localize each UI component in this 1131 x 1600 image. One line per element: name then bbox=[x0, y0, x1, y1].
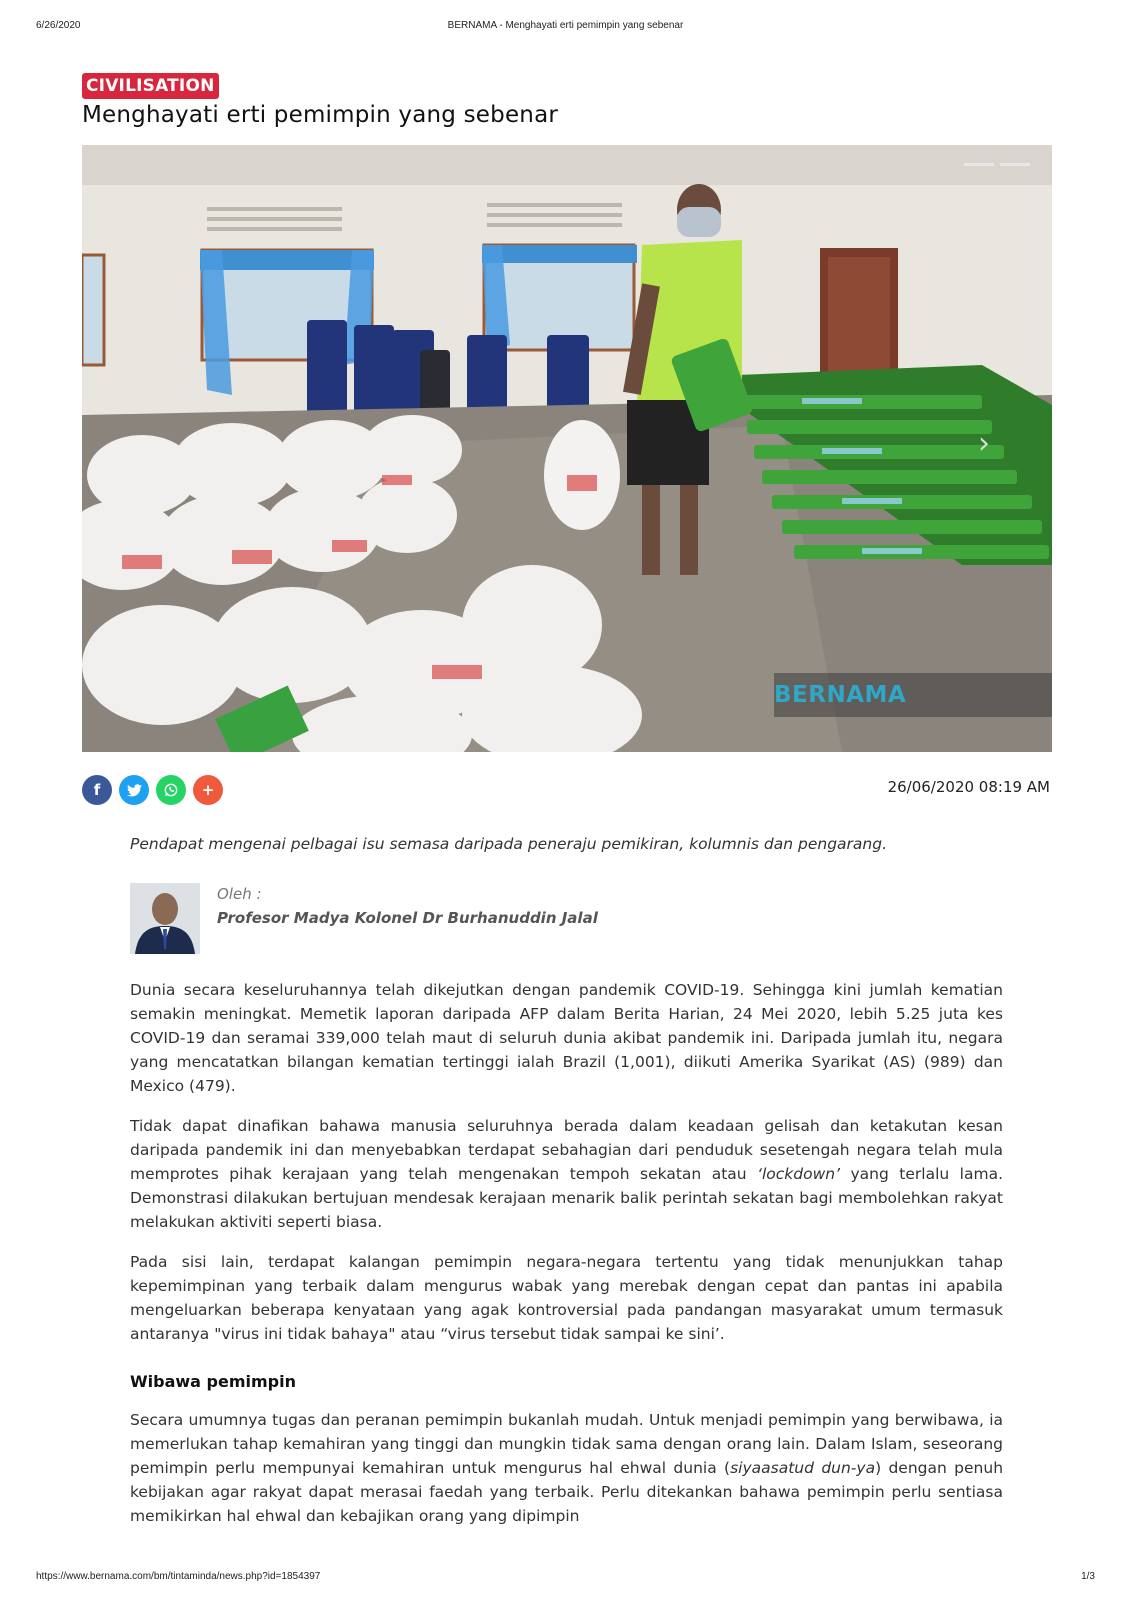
hero-photo bbox=[82, 145, 1052, 752]
carousel-dot[interactable] bbox=[964, 163, 994, 166]
paragraph-emphasis: siyaasatud dun-ya bbox=[730, 1459, 876, 1477]
watermark-text: BERNAMA bbox=[774, 682, 907, 708]
print-date: 6/26/2020 bbox=[36, 20, 81, 31]
chevron-right-icon[interactable]: › bbox=[978, 426, 990, 461]
carousel-dot[interactable] bbox=[1000, 163, 1030, 166]
print-url[interactable]: https://www.bernama.com/bm/tintaminda/news.php?id=1854397 bbox=[36, 1571, 321, 1582]
paragraph bbox=[130, 1408, 1003, 1528]
image-watermark bbox=[774, 673, 1052, 717]
carousel-indicators[interactable] bbox=[964, 163, 1030, 166]
plus-icon[interactable]: + bbox=[193, 775, 223, 805]
author-name[interactable]: Profesor Madya Kolonel Dr Burhanuddin Jalal bbox=[217, 909, 598, 927]
share-bar bbox=[82, 775, 223, 805]
paragraph-emphasis: ‘lockdown’ bbox=[757, 1165, 841, 1183]
article-body bbox=[130, 978, 1003, 1544]
paragraph-text: Tidak dapat dinafikan bahawa manusia seluruhnya berada dalam keadaan gelisah dan ketakutan kesan daripada pandemik ini dan menyebabkan terdapat sebahagian dari penduduk sesetengah negara telah mula memprotes pihak kerajaan yang telah mengenakan tempoh sekatan atau bbox=[130, 1117, 1003, 1183]
paragraph bbox=[130, 1114, 1003, 1234]
category-badge[interactable]: CIVILISATION bbox=[82, 73, 219, 99]
article-lede: Pendapat mengenai pelbagai isu semasa daripada peneraju pemikiran, kolumnis dan pengarang. bbox=[130, 835, 888, 853]
article-headline: Menghayati erti pemimpin yang sebenar bbox=[82, 102, 559, 128]
publish-date: 26/06/2020 08:19 AM bbox=[887, 778, 1050, 796]
author-prefix: Oleh : bbox=[217, 885, 262, 903]
print-title: BERNAMA - Menghayati erti pemimpin yang sebenar bbox=[447, 20, 684, 31]
paragraph-text: Secara umumnya tugas dan peranan pemimpin bukanlah mudah. Untuk menjadi pemimpin yang berwibawa, ia memerlukan tahap kemahiran yang tinggi dan mungkin tidak sama dengan orang lain. Dalam Islam, seseorang pemimpin perlu mempunyai kemahiran untuk mengurus hal ehwal dunia ( bbox=[130, 1411, 1003, 1477]
paragraph-text: ) dengan penuh kebijakan agar rakyat dapat merasai faedah yang terbaik. Perlu ditekankan bahawa pemimpin perlu sentiasa memikirkan hal ehwal dan kebajikan orang yang dipimpin bbox=[130, 1459, 1004, 1525]
whatsapp-icon[interactable] bbox=[156, 775, 186, 805]
paragraph-text: yang terlalu lama. Demonstrasi dilakukan bertujuan mendesak kerajaan menarik balik perintah sekatan bagi membolehkan rakyat melakukan aktiviti seperti biasa. bbox=[130, 1165, 1003, 1231]
twitter-icon[interactable] bbox=[119, 775, 149, 805]
paragraph: Dunia secara keseluruhannya telah dikejutkan dengan pandemik COVID-19. Sehingga kini jumlah kematian semakin meningkat. Memetik laporan daripada AFP dalam Berita Harian, 24 Mei 2020, lebih 5.25 juta kes COVID-19 dan seramai 339,000 telah maut di seluruh dunia akibat pandemik ini. Daripada jumlah itu, negara yang mencatatkan bilangan kematian tertinggi ialah Brazil (1,001), diikuti Amerika Syarikat (AS) (989) dan Mexico (479). bbox=[130, 981, 1003, 1095]
page-number: 1/3 bbox=[1081, 1571, 1095, 1582]
facebook-icon[interactable]: f bbox=[82, 775, 112, 805]
section-heading: Wibawa pemimpin bbox=[130, 1372, 296, 1391]
paragraph: Pada sisi lain, terdapat kalangan pemimpin negara-negara tertentu yang tidak menunjukkan tahap kepemimpinan yang terbaik dalam mengurus wabak yang merebak dengan cepat dan pantas ini apabila mengeluarkan beberapa kenyataan yang agak kontroversial pada pandangan masyarakat umum termasuk antaranya "virus ini tidak bahaya" atau “virus tersebut tidak sampai ke sini’. bbox=[130, 1253, 1003, 1343]
hero-image[interactable] bbox=[82, 145, 1052, 752]
author-photo bbox=[130, 883, 200, 954]
